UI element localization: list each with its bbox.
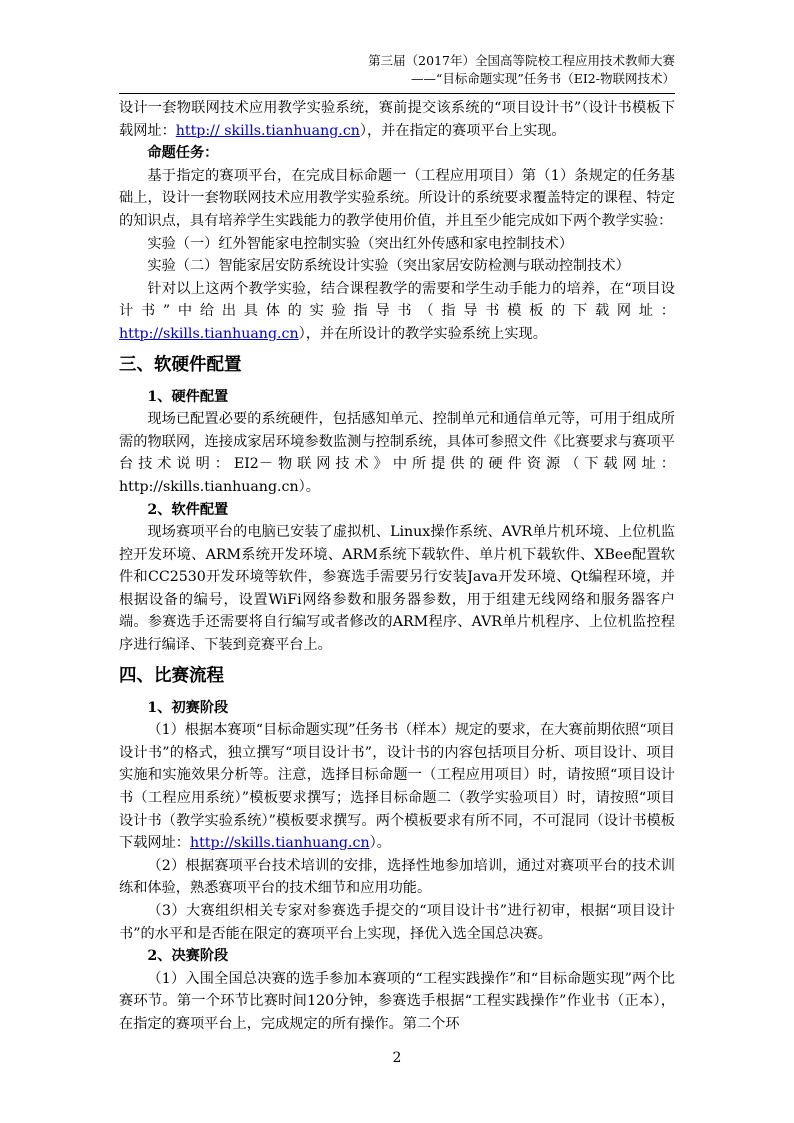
header-title: 第三届（2017年）全国高等院校工程应用技术教师大赛	[368, 53, 675, 68]
preliminary-text-end: ）。	[369, 835, 391, 852]
guide-text-end: ），并在所设计的教学实验系统上实现。	[298, 325, 547, 342]
experiment-1: 实验（一）红外智能家电控制实验（突出红外传感和家电控制技术）	[147, 235, 574, 252]
software-paragraph: 现场赛项平台的电脑已安装了虚拟机、Linux操作系统、AVR单片机环境、上位机监控开发环境、ARM系统开发环境、ARM系统下载软件、单片机下载软件、XBee配置软件和CC2530开发环境等软件，参赛选手需要另行安装Java开发环境、Qt编程环境，并根据设备的编号，设置WiFi网络参数和服务器参数，用于组建无线网络和服务器客户端。参赛选手还需要将自行编写或者修改的ARM程序、AVR单片机程序、上位机监控程序进行编译、下装到竞赛平台上。	[119, 524, 675, 654]
document-body	[119, 97, 675, 1036]
task-paragraph: 基于指定的赛项平台，在完成目标命题一（工程应用项目）第（1）条规定的任务基础上，设计一套物联网技术应用教学实验系统。所设计的系统要求覆盖特定的课程、特定的知识点，具有培养学生实践能力的教学使用价值，并且至少能完成如下两个教学实验：	[119, 167, 675, 229]
preliminary-text-start: （1）根据本赛项“目标命题实现”任务书（样本）规定的要求，在大赛前期依照“项目设计书”的格式，独立撰写“项目设计书”，设计书的内容包括项目分析、项目设计、项目实施和实施效果分析等。注意，选择目标命题一（工程应用项目）时，请按照“项目设计书（工程应用系统）”模板要求撰写；选择目标命题二（教学实验项目）时，请按照“项目设计书（教学实验系统）”模板要求撰写。两个模板要求有所不同，不可混同（设计书模板下载网址：	[119, 722, 675, 852]
section-3-title: 三、软硬件配置	[119, 354, 242, 375]
guide-paragraph	[119, 278, 675, 346]
final-paragraph-1: （1）入围全国总决赛的选手参加本赛项的“工程实践操作”和“目标命题实现”两个比赛环节。第一个环节比赛时间120分钟，参赛选手根据“工程实践操作”作业书（正本），在指定的赛项平台上，完成规定的所有操作。第二个环	[119, 970, 675, 1032]
task-heading: 命题任务：	[147, 145, 219, 162]
intro-paragraph	[119, 97, 675, 142]
page-header	[368, 52, 675, 88]
final-heading: 2、决赛阶段	[147, 948, 229, 965]
hardware-text-start: 现场已配置必要的系统硬件，包括感知单元、控制单元和通信单元等，可用于组成所需的物联网，连接成家居环境参数监测与控制系统，具体可参照文件《比赛要求与赛项平台技术说明：EI2－物联网技术》中所提供的硬件资源（下载网址：	[119, 411, 675, 473]
preliminary-download-link[interactable]: http://skills.tianhuang.cn	[189, 835, 370, 852]
software-heading: 2、软件配置	[147, 501, 229, 518]
hardware-text-end: ）。	[298, 478, 320, 495]
template-download-link[interactable]: http:// skills.tianhuang.cn	[175, 122, 360, 139]
guide-text-start: 针对以上这两个教学实验，结合课程教学的需要和学生动手能力的培养，在“项目设计书”中给出具体的实验指导书（指导书模板的下载网址：	[119, 280, 675, 320]
experiment-2: 实验（二）智能家居安防系统设计实验（突出家居安防检测与联动控制技术）	[147, 258, 630, 275]
header-rule	[119, 93, 675, 94]
preliminary-heading: 1、初赛阶段	[147, 699, 229, 716]
preliminary-paragraph-3: （3）大赛组织相关专家对参赛选手提交的“项目设计书”进行初审，根据“项目设计书”的水平和是否能在限定的赛项平台上实现，择优入选全国总决赛。	[119, 903, 675, 942]
preliminary-paragraph-2: （2）根据赛项平台技术培训的安排，选择性地参加培训，通过对赛项平台的技术训练和体验，熟悉赛项平台的技术细节和应用功能。	[119, 857, 675, 897]
preliminary-paragraph-1	[119, 719, 675, 855]
page-number: 2	[392, 1050, 402, 1066]
hardware-heading: 1、硬件配置	[147, 388, 229, 405]
hardware-download-link[interactable]: http://skills.tianhuang.cn	[119, 478, 299, 495]
intro-text-end: ），并在指定的赛项平台上实现。	[359, 122, 566, 139]
hardware-paragraph	[119, 408, 675, 498]
section-4-title: 四、比赛流程	[119, 665, 224, 686]
intro-text-start: 设计一套物联网技术应用教学实验系统，赛前提交该系统的“项目设计书”（设计书模板下载网址：	[119, 100, 675, 139]
guide-download-link[interactable]: http://skills.tianhuang.cn	[119, 325, 299, 342]
header-subtitle: ——“目标命题实现”任务书（EI2-物联网技术）	[410, 71, 675, 86]
